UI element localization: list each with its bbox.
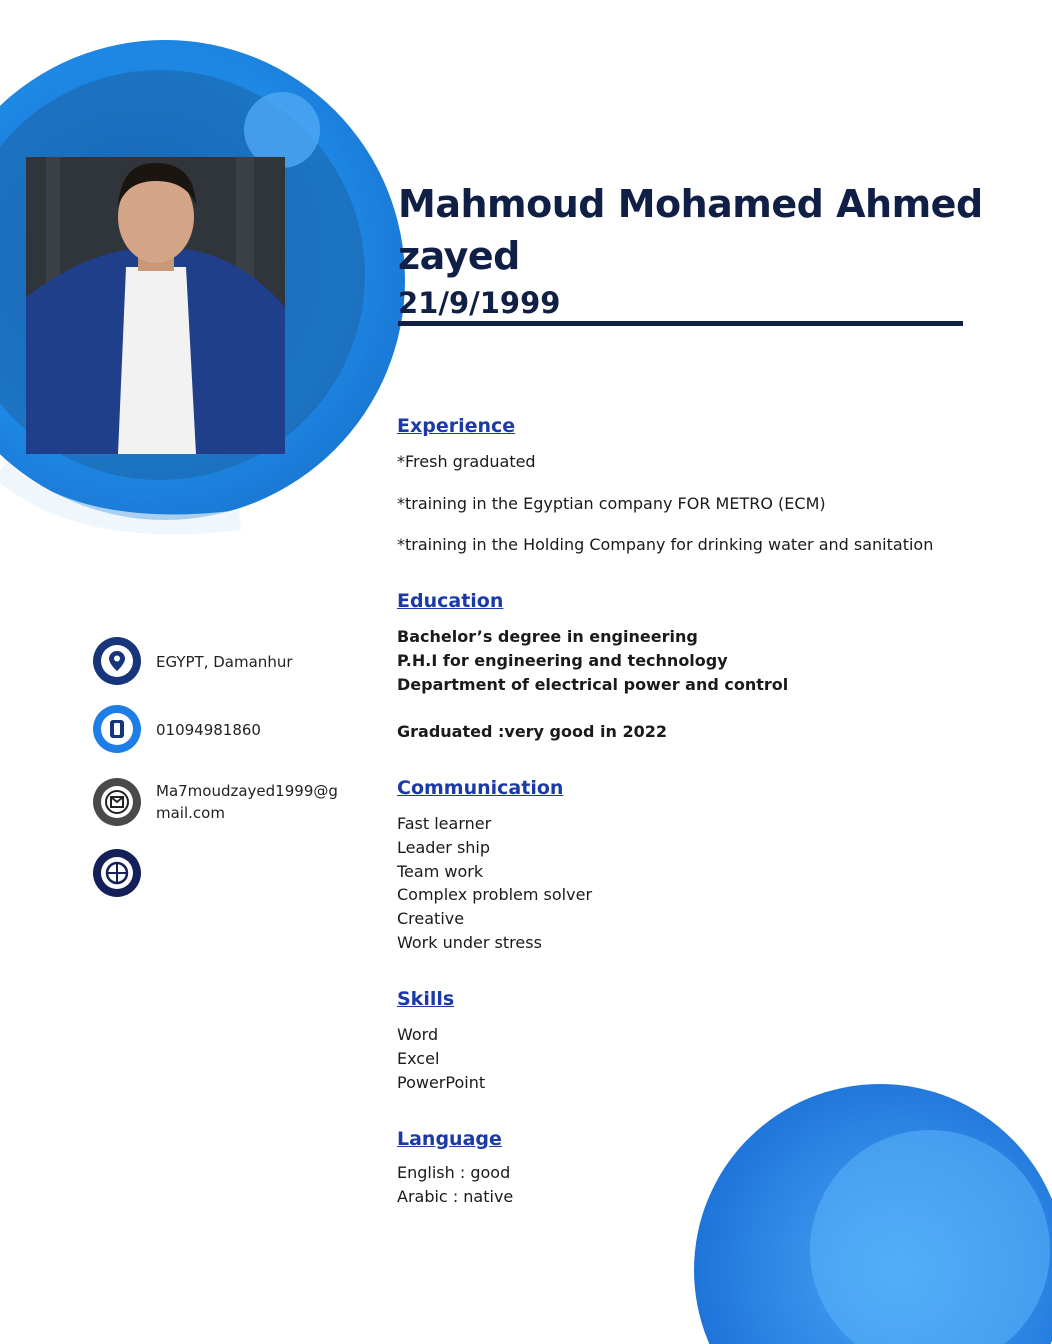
name-line-2: zayed <box>398 234 520 278</box>
communication-item: Leader ship <box>397 838 491 857</box>
phone-text: 01094981860 <box>156 721 261 739</box>
language-heading: Language <box>397 1128 502 1150</box>
phone-icon <box>93 705 141 753</box>
communication-item: Work under stress <box>397 933 542 952</box>
email-line-1: Ma7moudzayed1999@g <box>156 782 338 800</box>
education-line: Department of electrical power and control <box>397 675 789 694</box>
experience-heading: Experience <box>397 415 516 437</box>
education-line: Bachelor’s degree in engineering <box>397 627 698 646</box>
skill-item: PowerPoint <box>397 1073 486 1092</box>
skill-item: Excel <box>397 1049 440 1068</box>
name-line-1: Mahmoud Mohamed Ahmed <box>398 182 983 226</box>
email-text <box>156 780 338 824</box>
location-pin-icon <box>93 637 141 685</box>
date-of-birth: 21/9/1999 <box>398 286 561 320</box>
globe-icon <box>93 849 141 897</box>
education-heading: Education <box>397 590 504 612</box>
education-year: in 2022 <box>600 722 667 741</box>
bottom-right-blue-circle <box>690 1080 1052 1344</box>
communication-item: Team work <box>397 862 484 881</box>
communication-heading: Communication <box>397 777 564 799</box>
email-icon <box>93 778 141 826</box>
skill-item: Word <box>397 1025 439 1044</box>
experience-item: *training in the Holding Company for drinking water and sanitation <box>397 535 934 554</box>
experience-item: *Fresh graduated <box>397 452 536 471</box>
email-line-2: mail.com <box>156 804 225 822</box>
language-item: English : good <box>397 1163 511 1182</box>
communication-item: Creative <box>397 909 465 928</box>
candidate-name <box>398 178 998 282</box>
header-divider <box>398 321 963 326</box>
communication-item: Fast learner <box>397 814 492 833</box>
education-line: P.H.I for engineering and technology <box>397 651 728 670</box>
profile-photo <box>26 157 285 454</box>
location-text: EGYPT, Damanhur <box>156 653 293 671</box>
experience-item: *training in the Egyptian company FOR METRO (ECM) <box>397 494 826 513</box>
language-item: Arabic : native <box>397 1187 514 1206</box>
communication-item: Complex problem solver <box>397 885 593 904</box>
education-grade: Graduated :very good <box>397 722 595 741</box>
skills-heading: Skills <box>397 988 455 1010</box>
